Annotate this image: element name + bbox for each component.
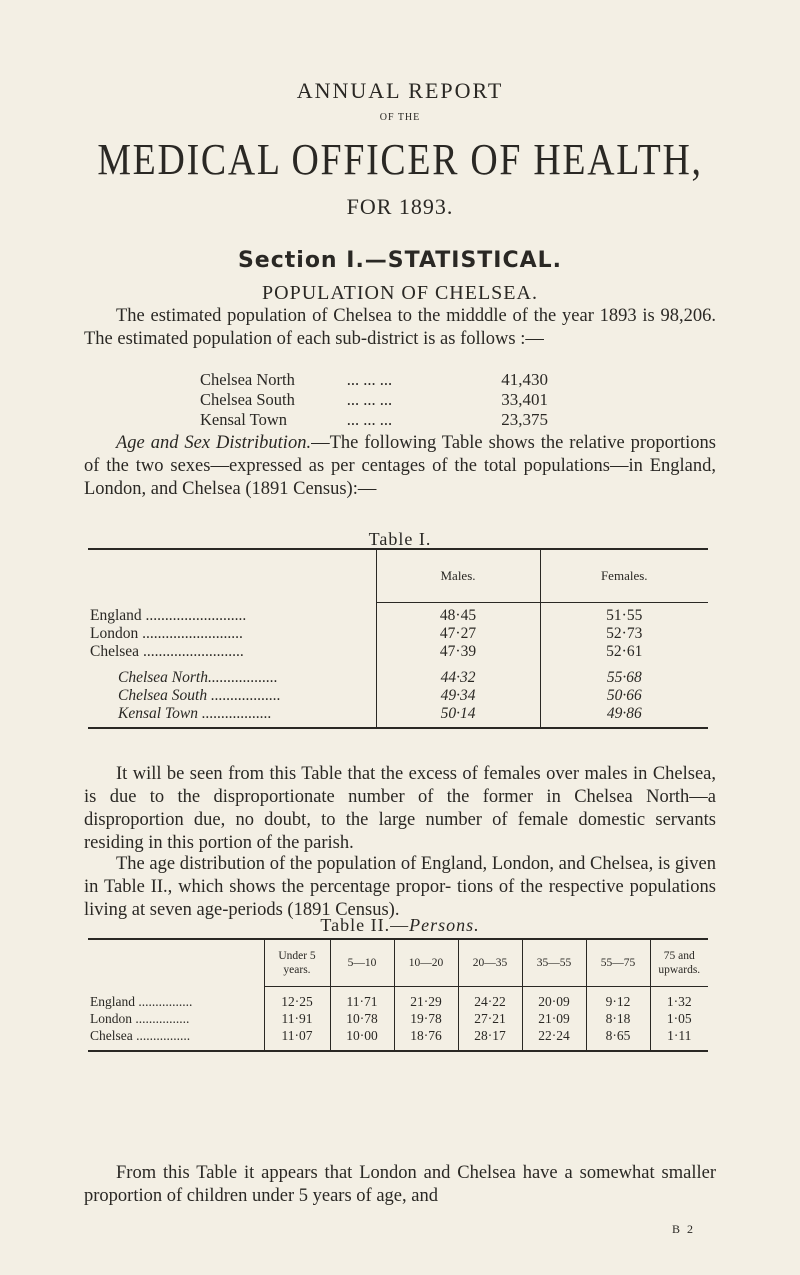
table2-header-under-5: Under 5 years. (264, 939, 330, 987)
table2-caption (0, 915, 800, 936)
cell-males: 47·27 (376, 625, 540, 643)
row-label: Chelsea ................ (90, 1027, 191, 1043)
table-cell: 10·00 (330, 1027, 394, 1044)
table2-header-20-35: 20—35 (458, 939, 522, 987)
table-cell: 8·18 (586, 1010, 650, 1027)
table-row (88, 705, 708, 723)
cell-males: 49·34 (376, 687, 540, 705)
paragraph-population: The estimated population of Chelsea to the midddle of the year 1893 is 98,206. The estimated population of each sub-district is as follows :— (84, 306, 716, 349)
table-row (88, 669, 708, 687)
table-cell: 8·65 (586, 1027, 650, 1044)
table-cell: 1·05 (650, 1010, 708, 1027)
table1-header-blank (88, 549, 376, 603)
row-label: England .......................... (90, 607, 247, 624)
table-row (88, 1010, 708, 1027)
cell-males: 48·45 (376, 607, 540, 625)
district-name: Chelsea North (200, 370, 295, 389)
table2-header-75-up: 75 and upwards. (650, 939, 708, 987)
row-label: Chelsea South .................. (118, 687, 281, 704)
table-cell: 1·11 (650, 1027, 708, 1044)
cell-females: 55·68 (540, 669, 708, 687)
cell-females: 50·66 (540, 687, 708, 705)
table-cell: 21·09 (522, 1010, 586, 1027)
report-year: FOR 1893. (346, 194, 454, 219)
table-cell: 28·17 (458, 1027, 522, 1044)
cell-females: 52·73 (540, 625, 708, 643)
cell-females: 49·86 (540, 705, 708, 723)
cell-males: 50·14 (376, 705, 540, 723)
table2-caption-italic: Persons. (409, 915, 480, 935)
table-cell: 21·29 (394, 993, 458, 1010)
table2-header-blank (88, 939, 264, 987)
table-cell: 19·78 (394, 1010, 458, 1027)
cell-females: 52·61 (540, 643, 708, 661)
page-signature: B 2 (672, 1222, 696, 1236)
table2 (88, 938, 708, 1052)
row-label: Chelsea North.................. (118, 669, 278, 686)
table2-header-5-10: 5—10 (330, 939, 394, 987)
cell-males: 44·32 (376, 669, 540, 687)
paragraph-age-sex-heading: Age and Sex Distribution. (116, 433, 312, 453)
table-row (88, 1027, 708, 1044)
district-list (200, 370, 560, 430)
row-label: London .......................... (90, 625, 243, 642)
table-cell: 12·25 (264, 993, 330, 1010)
paragraph-excess-females: It will be seen from this Table that the excess of females over males in Chelsea, is due to the disproportionate number of the former in Chelsea North—a disproportion due, no doubt, to the large number of female domestic servants residing in this portion of the parish. (84, 764, 716, 853)
district-name: Kensal Town (200, 410, 287, 429)
district-row (200, 370, 560, 390)
report-title: MEDICAL OFFICER OF HEALTH, (97, 135, 703, 184)
district-name: Chelsea South (200, 390, 295, 409)
table-cell: 11·91 (264, 1010, 330, 1027)
district-row (200, 390, 560, 410)
table-cell: 10·78 (330, 1010, 394, 1027)
table-cell: 22·24 (522, 1027, 586, 1044)
row-label: London ................ (90, 1010, 190, 1026)
leader-dots: ... ... ... (346, 370, 393, 389)
table1-header-females: Females. (540, 549, 708, 603)
paragraph-age-distribution: The age distribution of the population of England, London, and Chelsea, is given in Table II., which shows the percentage propor- tions of the respective populations living at seven age-periods (1891 Census). (84, 854, 716, 920)
table2-header-55-75: 55—75 (586, 939, 650, 987)
row-label: Chelsea .......................... (90, 643, 244, 660)
table-row (88, 625, 708, 643)
table-row (88, 643, 708, 661)
leader-dots: ... ... ... (346, 410, 393, 429)
table2-caption-text: Table II.— (320, 915, 410, 935)
cell-females: 51·55 (540, 607, 708, 625)
table-cell: 18·76 (394, 1027, 458, 1044)
report-heading: ANNUAL REPORT (296, 78, 504, 103)
district-population: 23,375 (501, 410, 549, 429)
table2-header-10-20: 10—20 (394, 939, 458, 987)
table1 (88, 548, 708, 729)
table1-header-males: Males. (376, 549, 540, 603)
table-cell: 27·21 (458, 1010, 522, 1027)
district-row (200, 410, 560, 430)
district-population: 33,401 (501, 390, 549, 409)
table-row (88, 607, 708, 625)
leader-dots: ... ... ... (346, 390, 393, 409)
paragraph-children: From this Table it appears that London and Chelsea have a somewhat smaller proportion of children under 5 years of age, and (84, 1163, 716, 1206)
section-title: Section I.—STATISTICAL. (237, 248, 563, 273)
table-row (88, 993, 708, 1010)
row-label: England ................ (90, 993, 193, 1009)
paragraph-age-sex (84, 432, 716, 501)
cell-males: 47·39 (376, 643, 540, 661)
table1-caption: Table I. (368, 529, 432, 549)
report-heading-of-the: OF THE (379, 112, 421, 123)
table-cell: 11·71 (330, 993, 394, 1010)
table-cell: 20·09 (522, 993, 586, 1010)
district-population: 41,430 (501, 370, 549, 389)
table-cell: 9·12 (586, 993, 650, 1010)
table2-header-35-55: 35—55 (522, 939, 586, 987)
table-cell: 24·22 (458, 993, 522, 1010)
table-cell: 1·32 (650, 993, 708, 1010)
section-subtitle: POPULATION OF CHELSEA. (262, 282, 538, 304)
paragraph-age-sex-text: —The following Table shows the relative proportions of the two sexes—expressed as per centages of the total populations—in England, London, and Chelsea (1891 Census):— (84, 433, 716, 499)
table-row (88, 687, 708, 705)
table-cell: 11·07 (264, 1027, 330, 1044)
row-label: Kensal Town .................. (118, 705, 272, 722)
